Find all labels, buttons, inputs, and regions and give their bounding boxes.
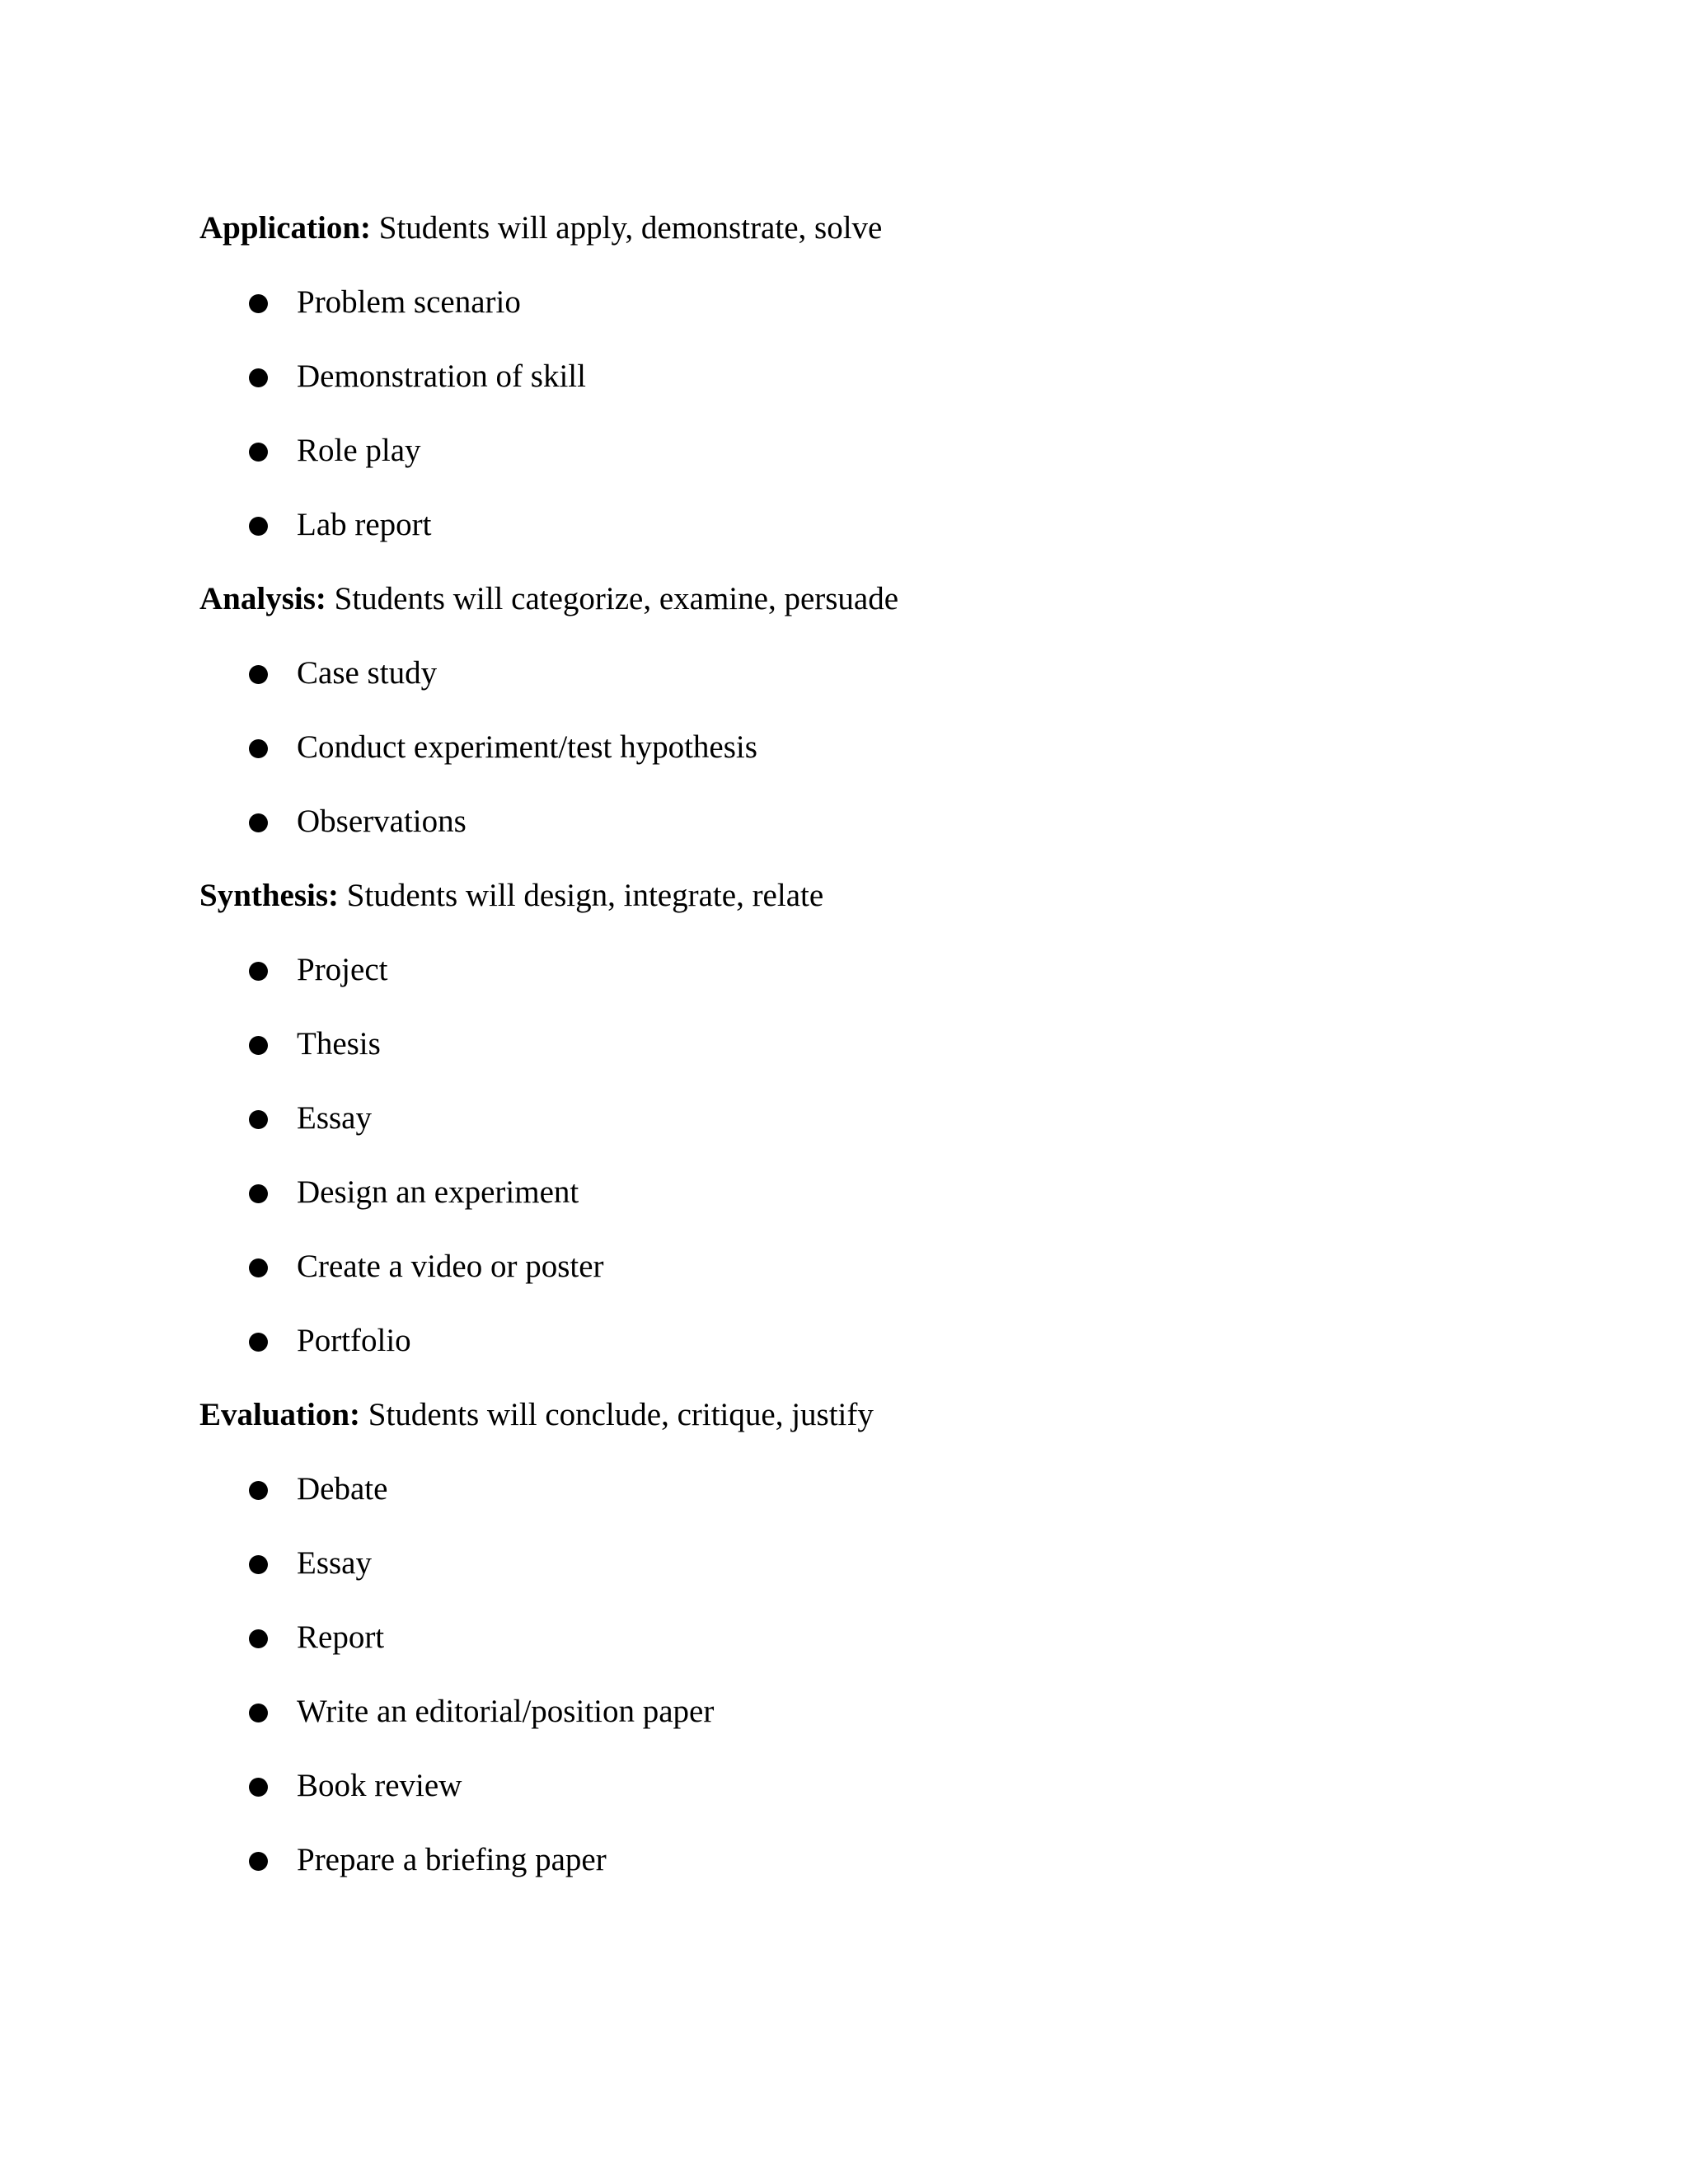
list-item [199, 1823, 1485, 1897]
bullet-icon [249, 1629, 268, 1648]
list-item [199, 636, 1485, 710]
list-item-text: Essay [297, 1100, 372, 1136]
list-item [199, 1304, 1485, 1378]
list-item-text: Report [297, 1619, 385, 1655]
bullet-icon [249, 1778, 268, 1797]
bullet-list [199, 265, 1485, 562]
section-description: Students will categorize, examine, persuade [334, 581, 899, 616]
list-item [199, 340, 1485, 414]
list-item [199, 1155, 1485, 1230]
list-item [199, 488, 1485, 562]
section-evaluation [199, 1378, 1485, 1897]
list-item [199, 1081, 1485, 1155]
bullet-list [199, 933, 1485, 1378]
bullet-icon [249, 665, 268, 684]
list-item-text: Observations [297, 804, 467, 839]
section-heading [199, 562, 1485, 636]
document-body [199, 191, 1485, 1897]
section-heading [199, 859, 1485, 933]
bullet-icon [249, 1852, 268, 1871]
section-description: Students will apply, demonstrate, solve [378, 210, 883, 246]
bullet-icon [249, 1555, 268, 1574]
list-item [199, 785, 1485, 859]
list-item-text: Portfolio [297, 1323, 411, 1358]
list-item-text: Essay [297, 1545, 372, 1581]
section-application [199, 191, 1485, 562]
list-item [199, 1230, 1485, 1304]
list-item-text: Problem scenario [297, 284, 521, 320]
list-item [199, 1749, 1485, 1823]
list-item-text: Lab report [297, 507, 432, 542]
section-label: Evaluation: [199, 1397, 361, 1432]
bullet-icon [249, 443, 268, 462]
bullet-icon [249, 1481, 268, 1500]
list-item-text: Write an editorial/position paper [297, 1694, 715, 1729]
bullet-icon [249, 1333, 268, 1352]
bullet-icon [249, 962, 268, 981]
list-item-text: Book review [297, 1768, 462, 1803]
section-heading [199, 191, 1485, 265]
list-item-text: Case study [297, 655, 438, 691]
bullet-icon [249, 1704, 268, 1722]
section-label: Analysis: [199, 581, 326, 616]
list-item [199, 265, 1485, 340]
bullet-icon [249, 517, 268, 536]
list-item [199, 1452, 1485, 1526]
list-item-text: Thesis [297, 1026, 381, 1062]
section-synthesis [199, 859, 1485, 1378]
bullet-list [199, 636, 1485, 859]
bullet-icon [249, 1184, 268, 1203]
list-item [199, 1007, 1485, 1081]
bullet-icon [249, 813, 268, 832]
bullet-icon [249, 368, 268, 387]
section-heading [199, 1378, 1485, 1452]
section-label: Synthesis: [199, 878, 340, 913]
list-item [199, 1601, 1485, 1675]
section-description: Students will conclude, critique, justify [368, 1397, 874, 1432]
list-item [199, 1526, 1485, 1601]
list-item-text: Conduct experiment/test hypothesis [297, 729, 757, 765]
list-item-text: Demonstration of skill [297, 359, 586, 394]
section-description: Students will design, integrate, relate [346, 878, 824, 913]
list-item-text: Project [297, 952, 388, 987]
bullet-icon [249, 1258, 268, 1277]
list-item-text: Prepare a briefing paper [297, 1842, 607, 1877]
list-item-text: Role play [297, 433, 421, 468]
list-item-text: Design an experiment [297, 1174, 579, 1210]
bullet-list [199, 1452, 1485, 1897]
list-item [199, 414, 1485, 488]
list-item [199, 1675, 1485, 1749]
section-analysis [199, 562, 1485, 859]
bullet-icon [249, 1036, 268, 1055]
list-item [199, 710, 1485, 785]
list-item-text: Create a video or poster [297, 1249, 604, 1284]
bullet-icon [249, 1110, 268, 1129]
list-item [199, 933, 1485, 1007]
list-item-text: Debate [297, 1471, 388, 1507]
section-label: Application: [199, 210, 372, 246]
bullet-icon [249, 739, 268, 758]
bullet-icon [249, 294, 268, 313]
